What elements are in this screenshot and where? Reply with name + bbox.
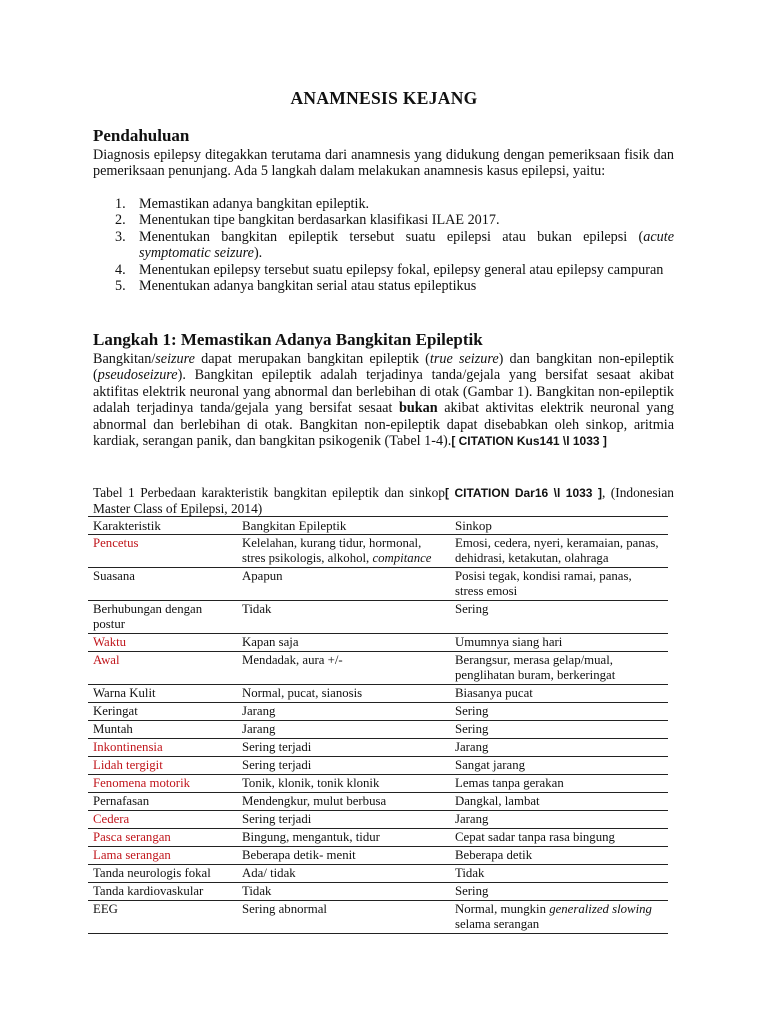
cell-text: Mendadak, aura +/- [242, 653, 343, 667]
cell-syncope [450, 634, 668, 652]
table-body [88, 535, 668, 934]
table-row [88, 652, 668, 685]
step-text: Menentukan epilepsy tersebut suatu epilepsy fokal, epilepsy general atau epilepsy campuran [139, 261, 664, 278]
cell-text: Dangkal, lambat [455, 794, 540, 808]
step-item [93, 229, 674, 262]
cell-syncope [450, 535, 668, 568]
cell-characteristic: Pernafasan [88, 793, 237, 811]
cell-text: Jarang [455, 812, 489, 826]
cell-text: Jarang [242, 704, 276, 718]
cell-text: Biasanya pucat [455, 686, 533, 700]
cell-syncope [450, 601, 668, 634]
cell-italic: generalized slowing [549, 902, 652, 916]
table-row [88, 883, 668, 901]
cell-text: Berangsur, merasa gelap/mual, penglihatan buram, berkeringat [455, 653, 616, 682]
table-row [88, 901, 668, 934]
citation-field: [ CITATION Dar16 \l 1033 ] [445, 486, 602, 500]
cell-text: Sering terjadi [242, 758, 312, 772]
cell-text: Sangat jarang [455, 758, 526, 772]
cell-text: Normal, pucat, sianosis [242, 686, 363, 700]
table-row [88, 811, 668, 829]
cell-epileptic [237, 811, 450, 829]
cell-characteristic: Awal [88, 652, 237, 685]
header-characteristic: Karakteristik [88, 517, 237, 535]
cell-text: Beberapa detik- menit [242, 848, 356, 862]
cell-epileptic [237, 829, 450, 847]
cell-characteristic: Keringat [88, 703, 237, 721]
cell-epileptic [237, 685, 450, 703]
cell-text: selama serangan [455, 917, 540, 931]
table-row [88, 829, 668, 847]
cell-epileptic [237, 703, 450, 721]
step1-paragraph [93, 351, 674, 449]
cell-characteristic: Cedera [88, 811, 237, 829]
cell-text: Cepat sadar tanpa rasa bingung [455, 830, 615, 844]
cell-text: Jarang [455, 740, 489, 754]
cell-epileptic [237, 634, 450, 652]
cell-italic: compitance [372, 551, 432, 565]
table-row [88, 847, 668, 865]
cell-text: Sering terjadi [242, 812, 312, 826]
cell-text: Kelelahan, kurang tidur, hormonal, stres psikologis, alkohol, [242, 536, 422, 565]
cell-text: Ada/ tidak [242, 866, 296, 880]
step1-bold: bukan [398, 400, 438, 417]
cell-text: Sering abnormal [242, 902, 327, 916]
cell-characteristic: EEG [88, 901, 237, 934]
step-number: 2. [115, 212, 126, 229]
steps-list [93, 196, 674, 294]
intro-paragraph: Diagnosis epilepsy ditegakkan terutama dari anamnesis yang didukung dengan pemeriksaan fisik dan pemeriksaan penunjang. Ada 5 langkah dalam melakukan anamnesis kasus epilepsi, yaitu: [93, 147, 674, 180]
step1-text: ) dan bangkitan non-epileptik ( [93, 351, 674, 384]
header-epileptic: Bangkitan Epileptik [237, 517, 450, 535]
cell-text: Sering [455, 602, 489, 616]
cell-text: Lemas tanpa gerakan [455, 776, 564, 790]
cell-text: Sering [455, 884, 489, 898]
step-item [93, 196, 674, 212]
header-syncope: Sinkop [450, 517, 668, 535]
step-item [93, 278, 674, 294]
intro-heading: Pendahuluan [93, 126, 190, 145]
cell-epileptic [237, 883, 450, 901]
cell-text: Beberapa detik [455, 848, 533, 862]
cell-text: Bingung, mengantuk, tidur [242, 830, 380, 844]
cell-characteristic: Suasana [88, 568, 237, 601]
cell-text: Tidak [242, 602, 272, 616]
cell-epileptic [237, 568, 450, 601]
cell-characteristic: Lidah tergigit [88, 757, 237, 775]
cell-syncope [450, 739, 668, 757]
cell-syncope [450, 703, 668, 721]
step1-text: dapat merupakan bangkitan epileptik ( [194, 351, 430, 367]
step-text: Memastikan adanya bangkitan epileptik. [139, 196, 370, 212]
step1-italic: true seizure [429, 351, 499, 367]
cell-characteristic: Muntah [88, 721, 237, 739]
cell-syncope [450, 901, 668, 934]
cell-text: Tidak [455, 866, 485, 880]
table-row [88, 865, 668, 883]
cell-syncope [450, 568, 668, 601]
cell-syncope [450, 883, 668, 901]
table-header-row [88, 517, 668, 535]
step1-italic: seizure [155, 351, 195, 367]
table-row [88, 535, 668, 568]
cell-characteristic: Inkontinensia [88, 739, 237, 757]
cell-text: Posisi tegak, kondisi ramai, panas, stress emosi [455, 569, 632, 598]
cell-characteristic: Tanda kardiovaskular [88, 883, 237, 901]
step1-heading: Langkah 1: Memastikan Adanya Bangkitan Epileptik [93, 330, 483, 349]
step-number: 4. [115, 261, 126, 278]
cell-epileptic [237, 757, 450, 775]
step-text: Menentukan adanya bangkitan serial atau status epileptikus [139, 278, 477, 295]
cell-text: Jarang [242, 722, 276, 736]
citation-field: [ CITATION Kus141 \l 1033 ] [451, 434, 607, 449]
step-text-tail: ). [253, 245, 263, 262]
cell-text: Umumnya siang hari [455, 635, 563, 649]
cell-epileptic [237, 847, 450, 865]
document-title: ANAMNESIS KEJANG [290, 88, 478, 108]
table-row [88, 634, 668, 652]
step-number: 1. [115, 196, 126, 212]
cell-epileptic [237, 901, 450, 934]
cell-text: Kapan saja [242, 635, 299, 649]
step-text: Menentukan tipe bangkitan berdasarkan klasifikasi ILAE 2017. [139, 212, 500, 229]
cell-characteristic: Tanda neurologis fokal [88, 865, 237, 883]
cell-epileptic [237, 775, 450, 793]
cell-text: Sering terjadi [242, 740, 312, 754]
cell-syncope [450, 793, 668, 811]
cell-syncope [450, 775, 668, 793]
step1-text: ). Bangkitan epileptik adalah terjadinya tanda/gejala yang bersifat sesaat akibat aktifitas elektrik neuronal yang abnormal dan berlebihan di otak (Gambar 1). Bangkitan non-epileptik adalah terjadinya tanda/gejala yang bersifat sesaat [93, 367, 674, 417]
cell-epileptic [237, 793, 450, 811]
step1-italic: pseudoseizure [97, 367, 178, 384]
step-text-italic: acute symptomatic seizure [139, 228, 674, 262]
cell-text: Sering [455, 704, 489, 718]
caption-text: Tabel 1 Perbedaan karakteristik bangkitan epileptik dan sinkop [93, 485, 446, 500]
cell-characteristic: Pencetus [88, 535, 237, 568]
table-row [88, 739, 668, 757]
table-row [88, 703, 668, 721]
cell-syncope [450, 685, 668, 703]
caption-source: , (Indonesian Master Class of Epilepsi, 2014) [93, 485, 674, 516]
cell-characteristic: Warna Kulit [88, 685, 237, 703]
table-row [88, 721, 668, 739]
table-row [88, 793, 668, 811]
cell-syncope [450, 757, 668, 775]
cell-epileptic [237, 652, 450, 685]
cell-text: Tidak [242, 884, 272, 898]
step1-text: akibat aktivitas elektrik neuronal yang abnormal dan berlebihan di otak. Bangkitan non-epileptik dapat disebabkan oleh sinkop, aritmia kardiak, serangan panik, dan bangkitan psikogenik (Tabel 1-4). [93, 400, 675, 450]
step1-text: Bangkitan/ [93, 351, 156, 367]
cell-characteristic: Berhubungan dengan postur [88, 601, 237, 634]
step-number: 5. [115, 278, 126, 295]
cell-epileptic [237, 601, 450, 634]
cell-syncope [450, 721, 668, 739]
cell-epileptic [237, 739, 450, 757]
cell-syncope [450, 829, 668, 847]
step-text: Menentukan bangkitan epileptik tersebut suatu epilepsi atau bukan epilepsi ( [139, 228, 644, 245]
step-item [93, 212, 674, 228]
cell-text: Normal, mungkin [455, 902, 550, 916]
table-row [88, 685, 668, 703]
cell-characteristic: Waktu [88, 634, 237, 652]
cell-characteristic: Pasca serangan [88, 829, 237, 847]
cell-epileptic [237, 865, 450, 883]
cell-syncope [450, 652, 668, 685]
step-number: 3. [115, 228, 126, 245]
cell-characteristic: Fenomena motorik [88, 775, 237, 793]
cell-text: Tonik, klonik, tonik klonik [242, 776, 380, 790]
cell-text: Mendengkur, mulut berbusa [242, 794, 387, 808]
cell-epileptic [237, 535, 450, 568]
cell-text: Emosi, cedera, nyeri, keramaian, panas, dehidrasi, ketakutan, olahraga [455, 536, 659, 565]
cell-characteristic: Lama serangan [88, 847, 237, 865]
table-row [88, 568, 668, 601]
table-row [88, 775, 668, 793]
cell-text: Apapun [242, 569, 283, 583]
cell-syncope [450, 865, 668, 883]
cell-syncope [450, 847, 668, 865]
table-caption [93, 485, 674, 516]
cell-syncope [450, 811, 668, 829]
comparison-table [88, 516, 668, 934]
step-item [93, 262, 674, 278]
table-row [88, 757, 668, 775]
table-row [88, 601, 668, 634]
cell-text: Sering [455, 722, 489, 736]
cell-epileptic [237, 721, 450, 739]
